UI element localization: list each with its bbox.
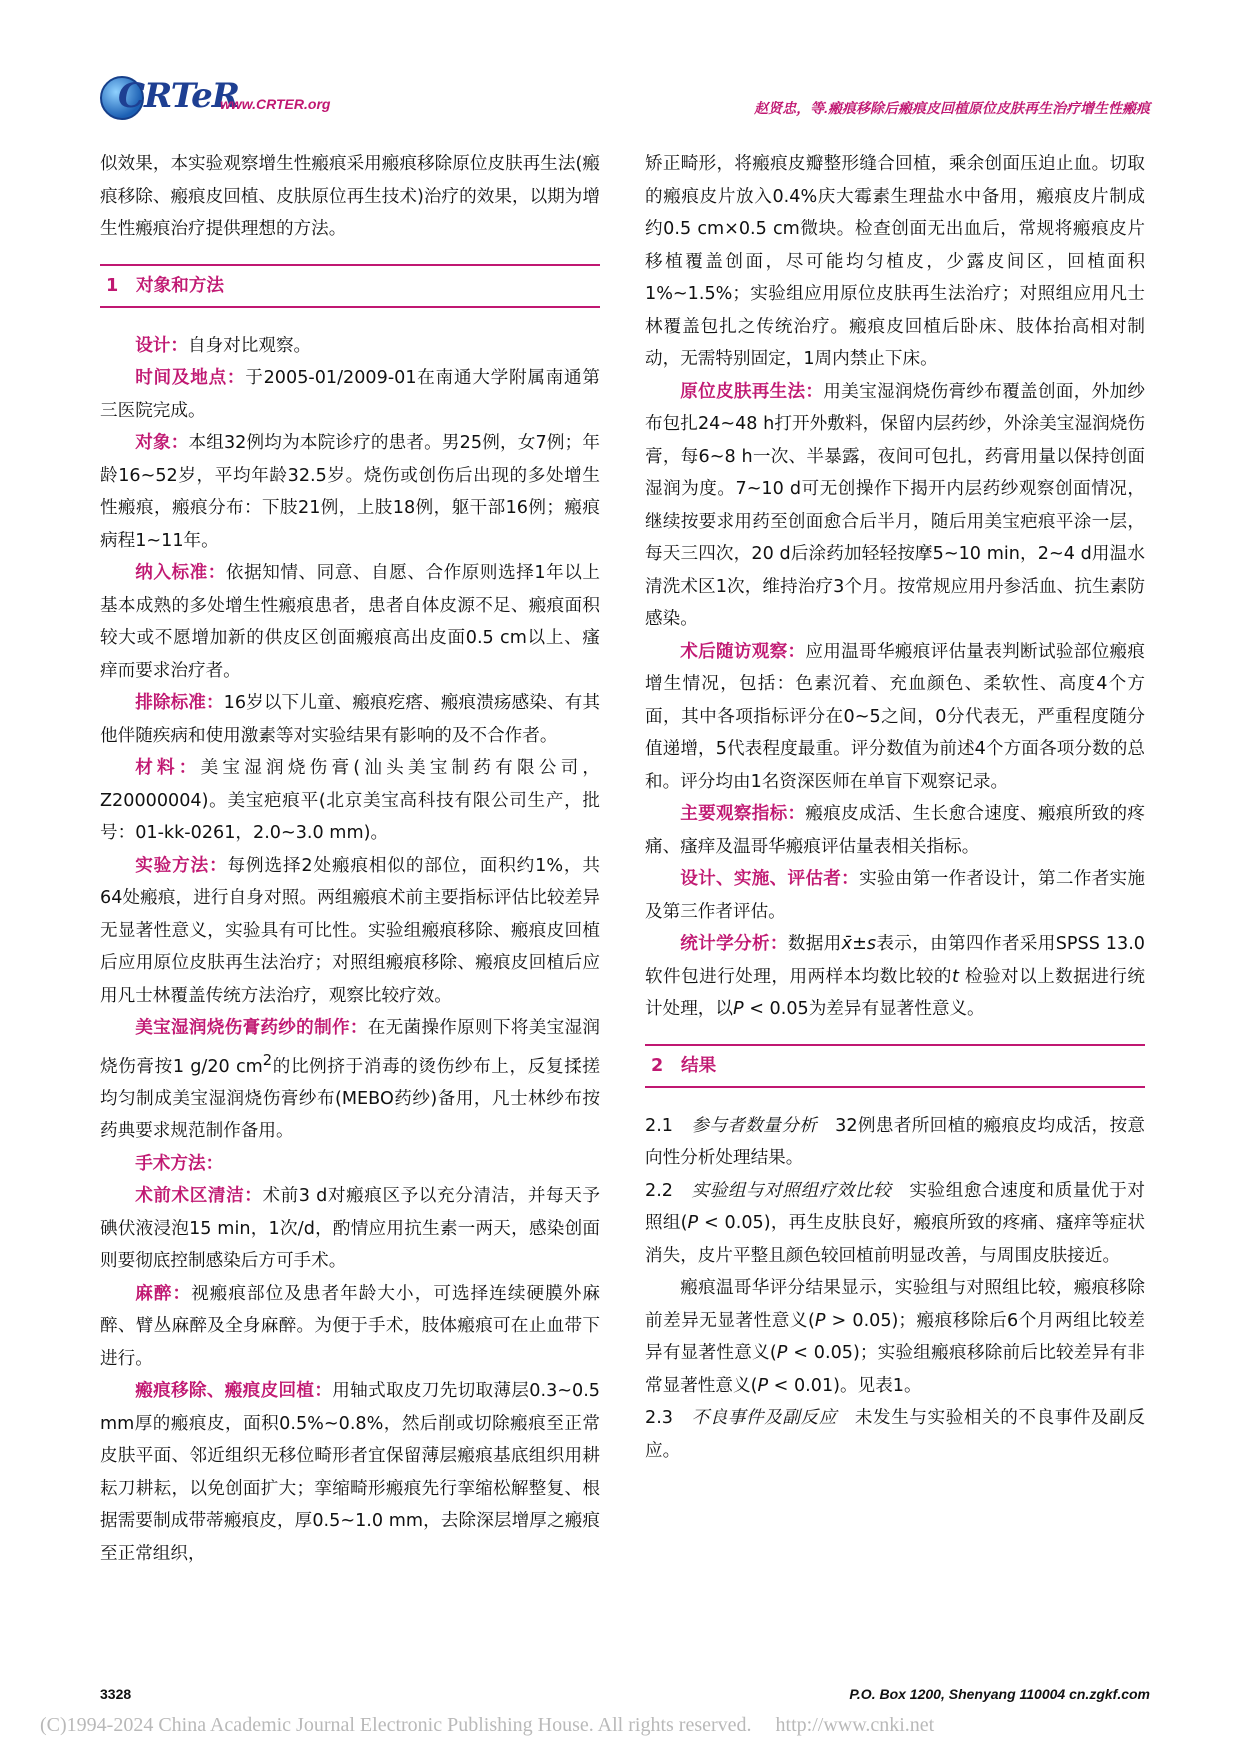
paragraph-text: < 0.05为差异有显著性意义。: [743, 999, 985, 1019]
copyright-watermark: [40, 1714, 1200, 1737]
subsection-number: 2.3: [645, 1408, 673, 1428]
subsection-2-1: [645, 1110, 1145, 1175]
lead-term: 实验方法：: [135, 855, 228, 876]
paragraph-text: > 0.05)；瘢痕移除后6个月两组比较差异有显著性意义(: [645, 1310, 1145, 1363]
left-column: [100, 148, 600, 1570]
lead-term: 主要观察指标：: [680, 804, 806, 824]
paragraph-exclusion: [100, 687, 600, 752]
paragraph-text: 的比例挤于消毒的烫伤纱布上，反复揉搓均匀制成美宝湿润烧伤膏纱布(MEBO药纱)备用，凡士林纱布按药典要求规范制作备用。: [100, 1056, 600, 1142]
paragraph-scar-removal: [100, 1375, 600, 1570]
subsection-2-3: [645, 1402, 1145, 1467]
lead-term: 设计：: [135, 335, 188, 356]
paragraph-text: 瘢痕皮成活、生长愈合速度、瘢痕所致的疼痛、瘙痒及温哥华瘢痕评估量表相关指标。: [645, 804, 1145, 857]
lead-term: 原位皮肤再生法：: [680, 381, 824, 402]
lead-term: 术前术区清洁：: [135, 1186, 263, 1207]
paragraph-text: 术前3 d对瘢痕区予以充分清洁，并每天予碘伏液浸泡15 min，1次/d，酌情应用抗生素一两天，感染创面则要彻底控制感染后方可手术。: [100, 1186, 600, 1272]
paragraph-text: 在无菌操作原则下将美宝湿润烧伤膏按1 g/20 cm: [100, 1018, 600, 1077]
lead-term: 时间及地点：: [135, 368, 246, 388]
section-2-heading: [645, 1044, 1145, 1088]
paragraph-materials: [100, 752, 600, 850]
subsection-title: 不良事件及副反应: [690, 1408, 837, 1428]
paragraph-statistics: [645, 928, 1145, 1026]
journal-address: P.O. Box 1200, Shenyang 110004 cn.zgkf.com: [849, 1686, 1150, 1702]
section-title: 对象和方法: [136, 275, 224, 296]
lead-term: 术后随访观察：: [680, 641, 806, 662]
section-number: 1: [106, 275, 119, 296]
p-symbol: P: [776, 1343, 788, 1363]
paragraph-mebo-gauze: [100, 1012, 600, 1148]
paragraph-text: 每例选择2处瘢痕相似的部位，面积约1%，共64处瘢痕，进行自身对照。两组瘢痕术前主要指标评估比较差异无显著性意义，实验具有可比性。实验组瘢痕移除、瘢痕皮回植后应用原位皮肤再生法治疗；对照组瘢痕移除、瘢痕皮回植后应用凡士林覆盖传统方法治疗，观察比较疗效。: [100, 855, 600, 1006]
paragraph-followup: [645, 636, 1145, 799]
paragraph-text: 表示，由第四作者采用SPSS 13.0软件包进行处理，用两样本均数比较的: [645, 934, 1145, 987]
lead-term: 材料：: [135, 758, 201, 778]
running-title: 赵贤忠，等.瘢痕移除后瘢痕皮回植原位皮肤再生治疗增生性瘢痕: [754, 100, 1150, 116]
paragraph-continued: 矫正畸形，将瘢痕皮瓣整形缝合回植，乘余创面压迫止血。切取的瘢痕皮片放入0.4%庆大霉素生理盐水中备用，瘢痕皮片制成约0.5 cm×0.5 cm微块。检查创面无出血后，常规将瘢痕皮片移植覆盖创面，尽可能均匀植皮，少露皮间区，回植面积1%~1.5%；实验组应用原位皮肤再生法治疗；对照组应用凡士林覆盖包扎之传统治疗。瘢痕皮回植后卧床、肢体抬高相对制动，无需特别固定，1周内禁止下床。: [645, 154, 1145, 369]
mean-sd-symbol: x̄±s: [841, 934, 876, 954]
lead-term: 设计、实施、评估者：: [680, 869, 860, 889]
paragraph-text: 数据用: [787, 934, 842, 954]
lead-term: 瘢痕移除、瘢痕皮回植：: [135, 1381, 333, 1402]
p-symbol: P: [732, 999, 744, 1019]
copyright-text: (C)1994-2024 China Academic Journal Electronic Publishing House. All rights reserved.: [40, 1714, 752, 1736]
subsection-title: 实验组与对照组疗效比较: [690, 1180, 892, 1201]
paragraph-text: 用美宝湿润烧伤膏纱布覆盖创面，外加纱布包扎24~48 h打开外敷料，保留内层药纱，外涂美宝湿润烧伤膏，每6~8 h一次、半暴露，夜间可包扎，药膏用量以保持创面湿润为度。7~10 d可无创操作下揭开内层药纱观察创面情况，继续按要求用药至创面愈合后半月，随后用美宝疤痕平涂一层，每天三四次，20 d后涂药加轻轻按摩5~10 min，2~4 d用温水清洗术区1次，维持治疗3个月。按常规应用丹参活血、抗生素防感染。: [645, 381, 1145, 629]
crter-logo: [100, 74, 240, 118]
paragraph-text: < 0.05)，再生皮肤良好，瘢痕所致的疼痛、瘙痒等症状消失，皮片平整且颜色较回植前明显改善，与周围皮肤接近。: [645, 1213, 1145, 1266]
t-symbol: t: [951, 966, 959, 987]
paragraph-text: 应用温哥华瘢痕评估量表判断试验部位瘢痕增生情况，包括：色素沉着、充血颜色、柔软性、高度4个方面，其中各项指标评分在0~5之间，0分代表无，严重程度随分值递增，5代表程度最重。评分数值为前述4个方面各项分数的总和。评分均由1名资深医师在单盲下观察记录。: [645, 641, 1145, 792]
right-column: [645, 148, 1145, 1467]
paragraph-text: 瘢痕温哥华评分结果显示，实验组与对照组比较，瘢痕移除前差异无显著性意义(: [645, 1278, 1145, 1331]
cnki-url[interactable]: http://www.cnki.net: [775, 1714, 935, 1736]
paragraph-time-place: [100, 362, 600, 427]
paragraph-text: 实验组愈合速度和质量优于对照组(: [645, 1180, 1145, 1233]
paragraph-text: < 0.01)。见表1。: [768, 1375, 922, 1396]
lead-term: 对象：: [135, 433, 189, 453]
paragraph-design-implement: [645, 863, 1145, 928]
lead-term: 手术方法：: [135, 1153, 224, 1174]
paragraph-in-situ-regeneration: [645, 376, 1145, 636]
section-1-heading: [100, 264, 600, 308]
page-number: 3328: [100, 1686, 132, 1702]
intro-paragraph: 似效果，本实验观察增生性瘢痕采用瘢痕移除原位皮肤再生法(瘢痕移除、瘢痕皮回植、皮肤原位再生技术)治疗的效果，以期为增生性瘢痕治疗提供理想的方法。: [100, 154, 600, 239]
lead-term: 美宝湿润烧伤膏药纱的制作：: [135, 1018, 368, 1038]
paragraph-text: 32例患者所回植的瘢痕皮均成活，按意向性分析处理结果。: [645, 1115, 1145, 1168]
paragraph-text: 自身对比观察。: [187, 335, 312, 356]
paragraph-text: 依据知情、同意、自愿、合作原则选择1年以上基本成熟的多处增生性瘢痕患者，患者自体皮源不足、瘢痕面积较大或不愿增加新的供皮区创面瘢痕高出皮面0.5 cm以上、瘙痒而要求治疗者。: [100, 563, 600, 681]
paragraph-vss-results: [645, 1272, 1145, 1402]
site-url[interactable]: www.CRTER.org: [220, 96, 331, 112]
paragraph-text: 16岁以下儿童、瘢痕疙瘩、瘢痕溃疡感染、有其他伴随疾病和使用激素等对实验结果有影响的及不合作者。: [100, 693, 600, 746]
lead-term: 排除标准：: [135, 693, 224, 713]
page-header: [100, 66, 1150, 122]
lead-term: 麻醉：: [135, 1283, 192, 1304]
paragraph-text: 检验对以上数据进行统计处理，以: [645, 966, 1145, 1019]
lead-term: 纳入标准：: [135, 563, 226, 583]
paragraph-text: 未发生与实验相关的不良事件及副反应。: [645, 1408, 1145, 1461]
paragraph-surgery: [100, 1148, 600, 1181]
paragraph-text: 美宝湿润烧伤膏(汕头美宝制药有限公司，Z20000004)。美宝疤痕平(北京美宝高科技有限公司生产，批号：01-kk-0261，2.0~3.0 mm)。: [100, 758, 600, 843]
section-title: 结果: [681, 1055, 717, 1076]
p-symbol: P: [757, 1375, 769, 1396]
logo-text: CRTeR: [118, 76, 240, 116]
paragraph-inclusion: [100, 557, 600, 687]
paragraph-text: 于2005-01/2009-01在南通大学附属南通第三医院完成。: [100, 368, 600, 421]
paragraph-outcome-measures: [645, 798, 1145, 863]
subsection-number: 2.2: [645, 1180, 673, 1201]
paragraph-text: 用轴式取皮刀先切取薄层0.3~0.5 mm厚的瘢痕皮，面积0.5%~0.8%，然后削或切除瘢痕至正常皮肤平面、邻近组织无移位畸形者宜保留薄层瘢痕基底组织用耕耘刀耕耘，以免创面扩大；挛缩畸形瘢痕先行挛缩松解整复、根据需要制成带蒂瘢痕皮，厚0.5~1.0 mm，去除深层增厚之瘢痕至正常组织，: [100, 1381, 600, 1564]
lead-term: 统计学分析：: [680, 934, 788, 954]
paragraph-text: 实验由第一作者设计，第二作者实施及第三作者评估。: [645, 869, 1145, 922]
section-number: 2: [651, 1055, 664, 1076]
subsection-2-2: [645, 1175, 1145, 1273]
paragraph-preop-cleaning: [100, 1180, 600, 1278]
paragraph-text: 本组32例均为本院诊疗的患者。男25例，女7例；年龄16~52岁，平均年龄32.5岁。烧伤或创伤后出现的多处增生性瘢痕，瘢痕分布：下肢21例，上肢18例，躯干部16例；瘢痕病程1~11年。: [100, 433, 600, 551]
paragraph-design: [100, 330, 600, 363]
p-symbol: P: [687, 1213, 699, 1233]
paragraph-anesthesia: [100, 1278, 600, 1376]
paragraph-subjects: [100, 427, 600, 557]
subsection-number: 2.1: [645, 1115, 673, 1136]
paragraph-text: < 0.05)；实验组瘢痕移除前后比较差异有非常显著性意义(: [645, 1343, 1146, 1396]
subsection-title: 参与者数量分析: [690, 1115, 818, 1136]
paragraph-methods: [100, 850, 600, 1013]
superscript: 2: [262, 1051, 273, 1069]
p-symbol: P: [814, 1310, 826, 1331]
paragraph-text: 视瘢痕部位及患者年龄大小，可选择连续硬膜外麻醉、臂丛麻醉及全身麻醉。为便于手术，肢体瘢痕可在止血带下进行。: [100, 1283, 600, 1369]
